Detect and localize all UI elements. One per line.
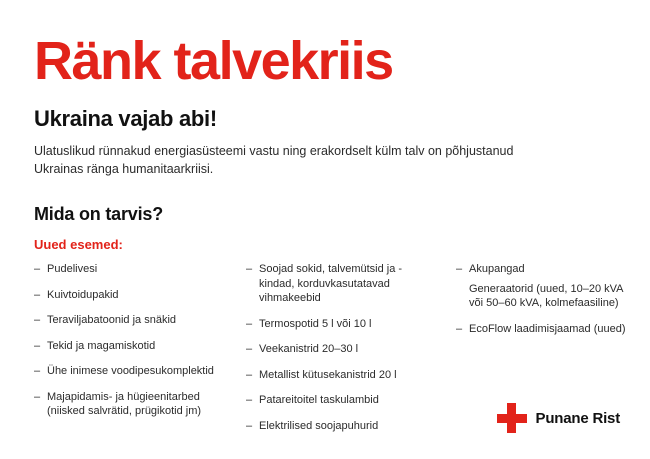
items-column-2 <box>246 262 436 444</box>
intro-paragraph: Ulatuslikud rünnakud energiasüsteemi vastu ning erakordselt külm talv on põhjustanud Ukrainas ränga humanitaarkriisi. <box>34 144 514 177</box>
logo-label: Punane Rist <box>535 409 620 427</box>
red-cross-logo <box>497 403 620 433</box>
subheading: Ukraina vajab abi! <box>34 106 217 131</box>
list-item: – Kuivtoidupakid <box>34 288 226 303</box>
page-title: Ränk talvekriis <box>34 31 393 91</box>
section-title: Mida on tarvis? <box>34 204 164 225</box>
item-list <box>456 262 626 336</box>
item-list <box>34 262 226 419</box>
list-item: – Soojad sokid, talvemütsid ja -kindad, korduvkasutatavad vihmakeebid <box>246 262 436 306</box>
list-item: – Veekanistrid 20–30 l <box>246 342 436 357</box>
list-item: – Ühe inimese voodipesukomplektid <box>34 364 226 379</box>
list-item: – Majapidamis- ja hügieenitarbed (niisked salvrätid, prügikotid jm) <box>34 390 226 419</box>
list-item: – Teraviljabatoonid ja snäkid <box>34 313 226 328</box>
list-item: – Patareitoitel taskulambid <box>246 393 436 408</box>
list-item-sub: Generaatorid (uued, 10–20 kVA või 50–60 kVA, kolmefaasiline) <box>469 282 623 310</box>
list-item: – Akupangad <box>456 262 626 277</box>
items-column-1 <box>34 262 226 430</box>
item-list <box>246 262 436 433</box>
list-item: – Termospotid 5 l või 10 l <box>246 317 436 332</box>
red-cross-icon <box>497 403 527 433</box>
list-item: – EcoFlow laadimisjaamad (uued) <box>456 322 626 337</box>
items-column-3 <box>456 262 626 347</box>
list-item: – Pudelivesi <box>34 262 226 277</box>
section-subtitle: Uued esemed: <box>34 237 123 253</box>
list-item: – Tekid ja magamiskotid <box>34 339 226 354</box>
list-item: – Metallist kütusekanistrid 20 l <box>246 368 436 383</box>
list-item: – Elektrilised soojapuhurid <box>246 419 436 434</box>
